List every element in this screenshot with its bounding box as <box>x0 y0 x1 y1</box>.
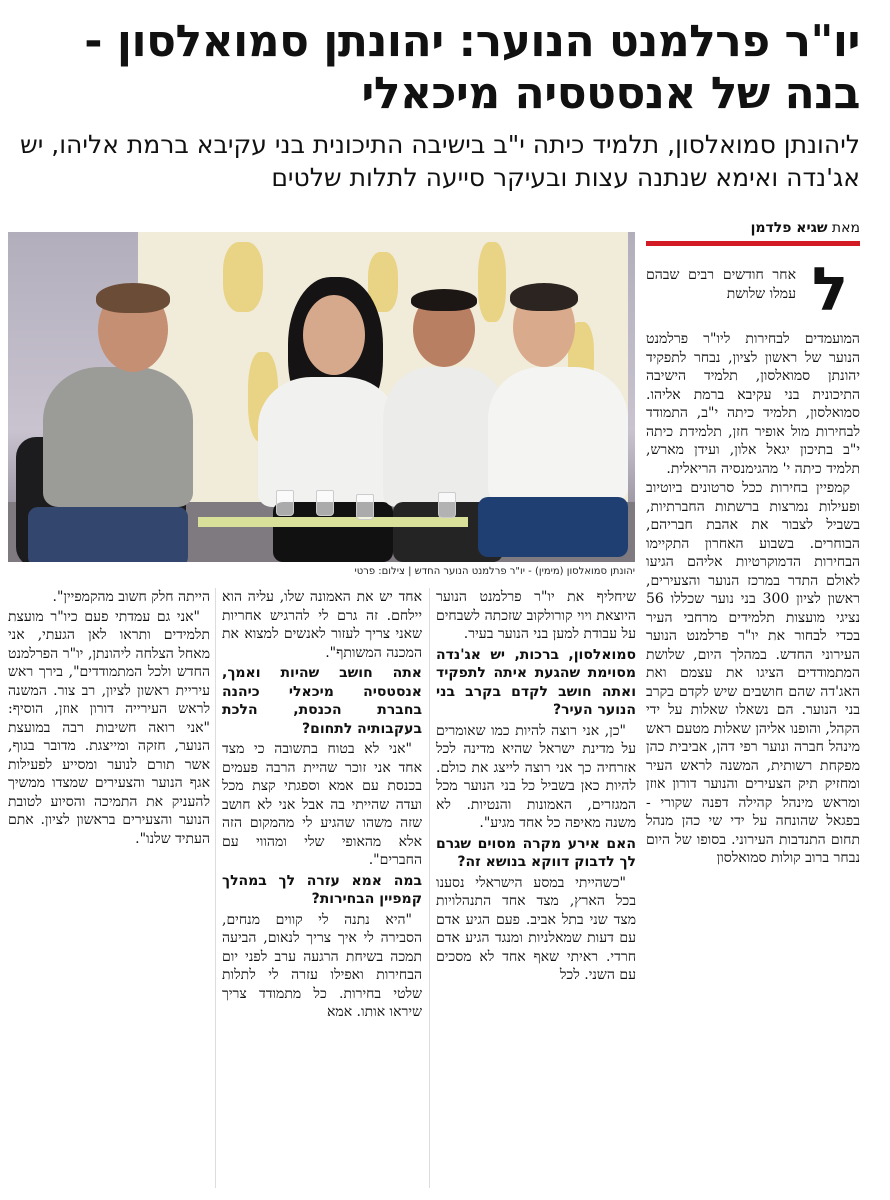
byline-author: שגיא פלדמן <box>750 220 828 236</box>
byline <box>646 220 860 246</box>
interview-question: אתה חושב שהיות ואמך, אנסטסיה מיכאלי כיהנה בחברת הכנסת, הלכת בעקבותיה לתחום? <box>222 665 422 737</box>
interview-question: במה אמא עזרה לך במהלך קמפיין הבחירות? <box>222 872 422 907</box>
article-column-2 <box>436 588 636 1198</box>
paragraph: אחד יש את האמונה שלו, עליה הוא יילחם. זה גרם לי להרגיש אחריות שאני צריך לעזור לאנשים למצוא את המכנה המשותף". <box>222 589 422 661</box>
paragraph: שיחליף את יו"ר פרלמנט הנוער היוצאת ויוי קורולקוב שזכתה לשבחים על עבודת למען בני הנוער בעיר. <box>436 589 636 642</box>
paragraph: אחר חודשים רבים שבהם עמלו שלושת <box>646 267 796 302</box>
article-column-3 <box>222 588 422 1198</box>
interview-question: האם אירע מקרה מסוים שגרם לך לדבוק דווקא בנושא זה? <box>436 835 636 870</box>
paragraph: "כשהייתי במסע הישראלי נסענו בכל הארץ, מצד אחד התנהלויות מצד שני בתל אביב. פעם הגיע אדם עם דעות שמאלניות ומנגד הגיע אדם חרדי. ראיתי שאף אחד לא מסכים עם השני. לכל <box>436 874 636 983</box>
photo-caption: יהונתן סמואלסון (מימין) - יו"ר פרלמנט הנוער החדש | צילום: פרטי <box>354 566 635 577</box>
byline-prefix: מאת <box>831 220 860 236</box>
article-column-1 <box>646 330 860 1198</box>
article-subheadline: ליהונתן סמואלסון, תלמיד כיתה י"ב בישיבה התיכונית בני עקיבא ברמת אליהו, יש אג'נדה ואימא שנתנה עצות ובעיקר סייעה לתלות שלטים <box>20 130 860 192</box>
paragraph: "אני לא בטוח בתשובה כי מצד אחד אני זוכר שהיית הרבה פעמים בכנסת עם אמא וספגתי קצת מכל ועדה שהייתי בה אבל אני לא חושב שזה משהו שהגיע לי מהמקום הזה אלא מהאופי שלי ומהווי עם החברים". <box>222 741 422 868</box>
paragraph: הייתה חלק חשוב מהקמפיין". <box>52 589 210 605</box>
drop-cap: ל <box>811 255 849 325</box>
paragraph: "היא נתנה לי קווים מנחים, הסבירה לי איך צריך לנאום, הביעה תמכה בשיחת הרגעה ערב לפני יום הבחירות ואפילו עזרה לי לתלות שלטי בחירות. כל מתמודד צריך שיראו אותו. אמא <box>222 911 422 1020</box>
interview-question: סמואלסון, ברכות, יש אג'נדה מסוימת שהגעת איתה לתפקיד ואתה חושב לקדם בקרב בני הנוער העיר? <box>436 646 636 718</box>
paragraph: "אני גם עמדתי פעם כיו"ר מועצת תלמידים ותראו לאן הגעתי, אני מאחל הצלחה ליהונתן, יו"ר הפרלמנט החדש ולכל המתמודדים", בירך ראש עיריית ראשון לציון, רב צור. המשנה לראש העירייה דורון אוזן, הוסיף: "אני רואה חשיבות רבה במועצת הנוער, חזקה ומייצגת. מדובר בגוף, אשר תורם לנוער ומסייע לפעילות אגף הנוער והצעירים שמצדו ממשיך להעניק את התמיכה והסיוע לטובת הנוער והצעירים בראשון לציון. אתם העתיד שלנו". <box>8 608 210 847</box>
paragraph: המועמדים לבחירות ליו"ר פרלמנט הנוער של ראשון לציון, נבחר לתפקיד יהונתן סמואלסון, תלמיד הישיבה התיכונית בני עקיבא ברמת אליהו. סמואלסון, תלמיד כיתה י"ב, התמודד לבחירות מול אופיר חזן, תלמידת כיתה י"ב בתיכון יגאל אלון, ועידן מארש, תלמיד כיתה י' מהגימנסיה הריאלית. <box>646 331 860 477</box>
paragraph: "כן, אני רוצה להיות כמו שאומרים על מדינת ישראל שהיא מדינה לכל אזרחיה כך אני רוצה לייצג את כולם. להיות כאן בשביל כל בני הנוער מכל המגזרים, האמונות והנטיות. לא משנה מאיפה כל אחד מגיע". <box>436 722 636 831</box>
article-headline: יו"ר פרלמנט הנוער: יהונתן סמואלסון - בנה של אנסטסיה מיכאלי <box>84 16 860 119</box>
article-photo <box>8 232 635 562</box>
article-column-4 <box>8 588 210 1198</box>
article-column-1-intro <box>646 266 796 328</box>
paragraph: קמפיין בחירות ככל סרטונים ביוטיוב ופעילות נמרצות ברשתות החברתיות, בשביל לצבור את אהבת חבריהם, הבוחרים. בשבוע האחרון התקיימו הבחירות הדמוקרטיות אליהם הגיעו לאולם התדר במרכז הנוער והצעירים, ראשון לציון 300 בני נוער שכללו 56 נציגי מועצות תלמידים מרחבי העיר בכדי לבחור את יו"ר פרלמנט הנוער העירוני החדש. במהלך היום, שלושת המתמודדים הציגו את עצמם ואת האג'דה שהם חושבים שיש לקדם בקרב בני הנוער. הם נשאלו שאלות על ידי הקהל, והופנו אליהן שאלות מטעם ראש מינהל חברה ונוער רפי דהן, אביבית כהן מפקחת רשותית, המשנה לראש העיר ומחזיק תיק הצעירים והנוער דורון אוזן ומראש מינהל קהילה דפנה שקורי - בפגאל שהונחה על ידי שי כהן מנהל תחום התנדבות העירוני. בסופו של היום נבחר ברוב קולות סמואלסון <box>646 480 860 866</box>
